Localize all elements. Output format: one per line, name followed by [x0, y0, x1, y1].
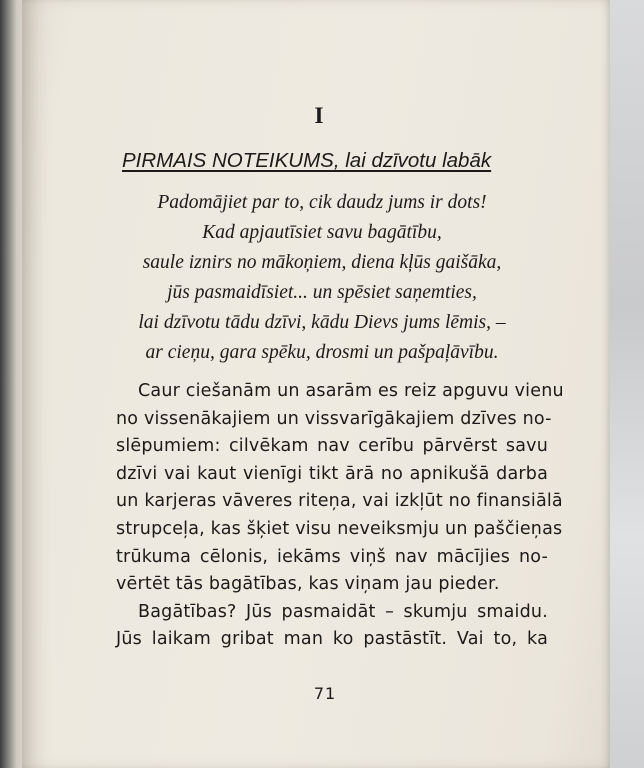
body-line: trūkuma cēlonis, iekāms viņš nav mācījies no-: [116, 546, 548, 567]
book-page: [22, 0, 610, 768]
body-line: no vissenākajiem un vissvarīgākajiem dzīves no-: [116, 408, 552, 429]
verse-line: ar cieņu, gara spēku, drosmi un pašpaļāvību.: [145, 342, 499, 363]
body-line: un karjeras vāveres riteņa, vai izkļūt no finansiālā: [116, 491, 563, 512]
body-line: strupceļa, kas šķiet visu neveiksmju un paščieņas: [116, 518, 563, 539]
rule-heading: PIRMAIS NOTEIKUMS, lai dzīvotu labāk: [122, 149, 492, 172]
verse-line: saule iznirs no mākoņiem, diena kļūs gaišāka,: [142, 252, 502, 273]
body-line: dzīvi vai kaut vienīgi tikt ārā no apnikušā darba: [116, 463, 548, 484]
body-line: Caur ciešanām un asarām es reiz apguvu vienu: [138, 381, 564, 401]
body-text: [116, 378, 564, 654]
body-line: slēpumiem: cilvēkam nav cerību pārvērst savu: [116, 436, 548, 457]
page-number: 71: [313, 684, 337, 703]
body-line: vērtēt tās bagātības, kas viņam jau pieder.: [116, 574, 500, 595]
body-line: Jūs laikam gribat man ko pastāstīt. Vai to, ka: [116, 629, 548, 650]
verse-line: Kad apjautīsiet savu bagātību,: [202, 222, 442, 243]
body-line: Bagātības? Jūs pasmaidāt – skumju smaidu.: [138, 601, 548, 622]
epigraph-verse: [82, 188, 562, 368]
verse-line: lai dzīvotu tādu dzīvi, kādu Dievs jums lēmis, –: [138, 312, 506, 333]
verse-line: jūs pasmaidīsiet... un spēsiet saņemties,: [167, 282, 477, 303]
verse-line: Padomājiet par to, cik daudz jums ir dots!: [157, 192, 487, 213]
chapter-number: I: [314, 103, 324, 128]
